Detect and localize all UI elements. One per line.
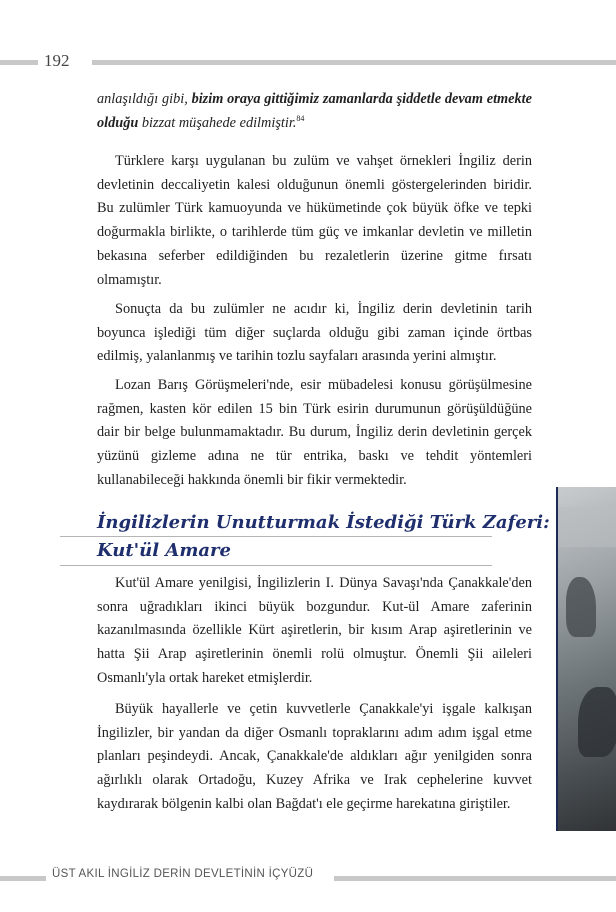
heading-underline-1 [60,536,492,537]
quote-bold-text: bizim oraya gittiğimiz zamanlarda şiddetle devam etmekte olduğu [97,91,532,131]
photo-sky-area [558,507,616,547]
paragraph-2: Sonuçta da bu zulümler ne acıdır ki, İngiliz derin devletinin tarih boyunca işlediği tüm diğer suçlarda olduğu gibi zaman içinde örtbas edilmiş, yalanlanmış ve tarihin tozlu sayfaları arasında yerini almıştır. [97,301,532,365]
footer-rule-left [0,876,46,881]
footnote-marker: 84 [296,113,305,123]
quote-text-start: anlaşıldığı gibi, [97,91,192,107]
paragraph-5: Büyük hayallerle ve çetin kuvvetlerle Çanakkale'yi işgale kalkışan İngilizler, bir yandan da diğer Osmanlı topraklarını adım adım işgal etme planları peşindeydi. Ancak, Çanakkale'de aldıkları ağır yenilgiden sonra ağırlıklı olarak Ortadoğu, Kuzey Afrika ve Irak cephelerine kuvvet kaydırarak bölgenin kalbi olan Bağdat'ı ele geçirme harekatına giriştiler. [97,701,532,812]
photo-foreground-shape [578,687,616,757]
paragraph-4: Kut'ül Amare yenilgisi, İngilizlerin I. Dünya Savaşı'nda Çanakkale'den sonra uğradıkları ikinci büyük bozgundur. Kut-ül Amare zaferinin kazanılmasında özellikle Kürt aşiretlerin, bir kısım Arap aşiretlerinin ve hatta Şii Arap aşiretlerinin önemli rolü olmuştur. Önemli Şii aileleri Osmanlı'yla ortak hareket etmişlerdir. [97,575,532,686]
heading-underline-2 [60,565,492,566]
footer-rule-right [334,876,616,881]
header-rule-right [92,60,616,65]
section-heading-line-2: Kut'ül Amare [97,540,231,561]
paragraph-3: Lozan Barış Görüşmeleri'nde, esir mübadelesi konusu görüşülmesine rağmen, kasten kör edilen 15 bin Türk esirin durumunun görüşüldüğüne dair bir belge bulunmamaktadır. Bu durum, İngiliz derin devletinin gerçek yüzünü gizleme adına ne tür entrika, baskı ve tehdit yöntemleri kullanabileceği hakkında önemli bir fikir vermektedir. [97,377,532,488]
historical-photo [556,487,616,831]
quote-paragraph [97,88,532,135]
section-heading-line-1: İngilizlerin Unutturmak İstediği Türk Zaferi: [97,512,550,533]
footer-book-title: ÜST AKIL İNGİLİZ DERİN DEVLETİNİN İÇYÜZÜ [52,868,314,880]
photo-figure-shape [566,577,596,637]
paragraph-1: Türklere karşı uygulanan bu zulüm ve vahşet örnekleri İngiliz derin devletinin deccaliyetin kalesi olduğunun önemli göstergelerinden biridir. Bu zulümler Türk kamuoyunda ve hükümetinde çok büyük öfke ve tepki doğurmakla birlikte, o tarihlerde tüm güç ve imkanlar devletin ve milletin bekasına seferber edildiğinden bu rezaletlerin üzerine gitme fırsatı olmamıştır. [97,153,532,288]
quote-text-end: bizzat müşahede edilmiştir. [138,114,297,131]
header-rule-left [0,60,38,65]
page-number: 192 [44,51,70,70]
